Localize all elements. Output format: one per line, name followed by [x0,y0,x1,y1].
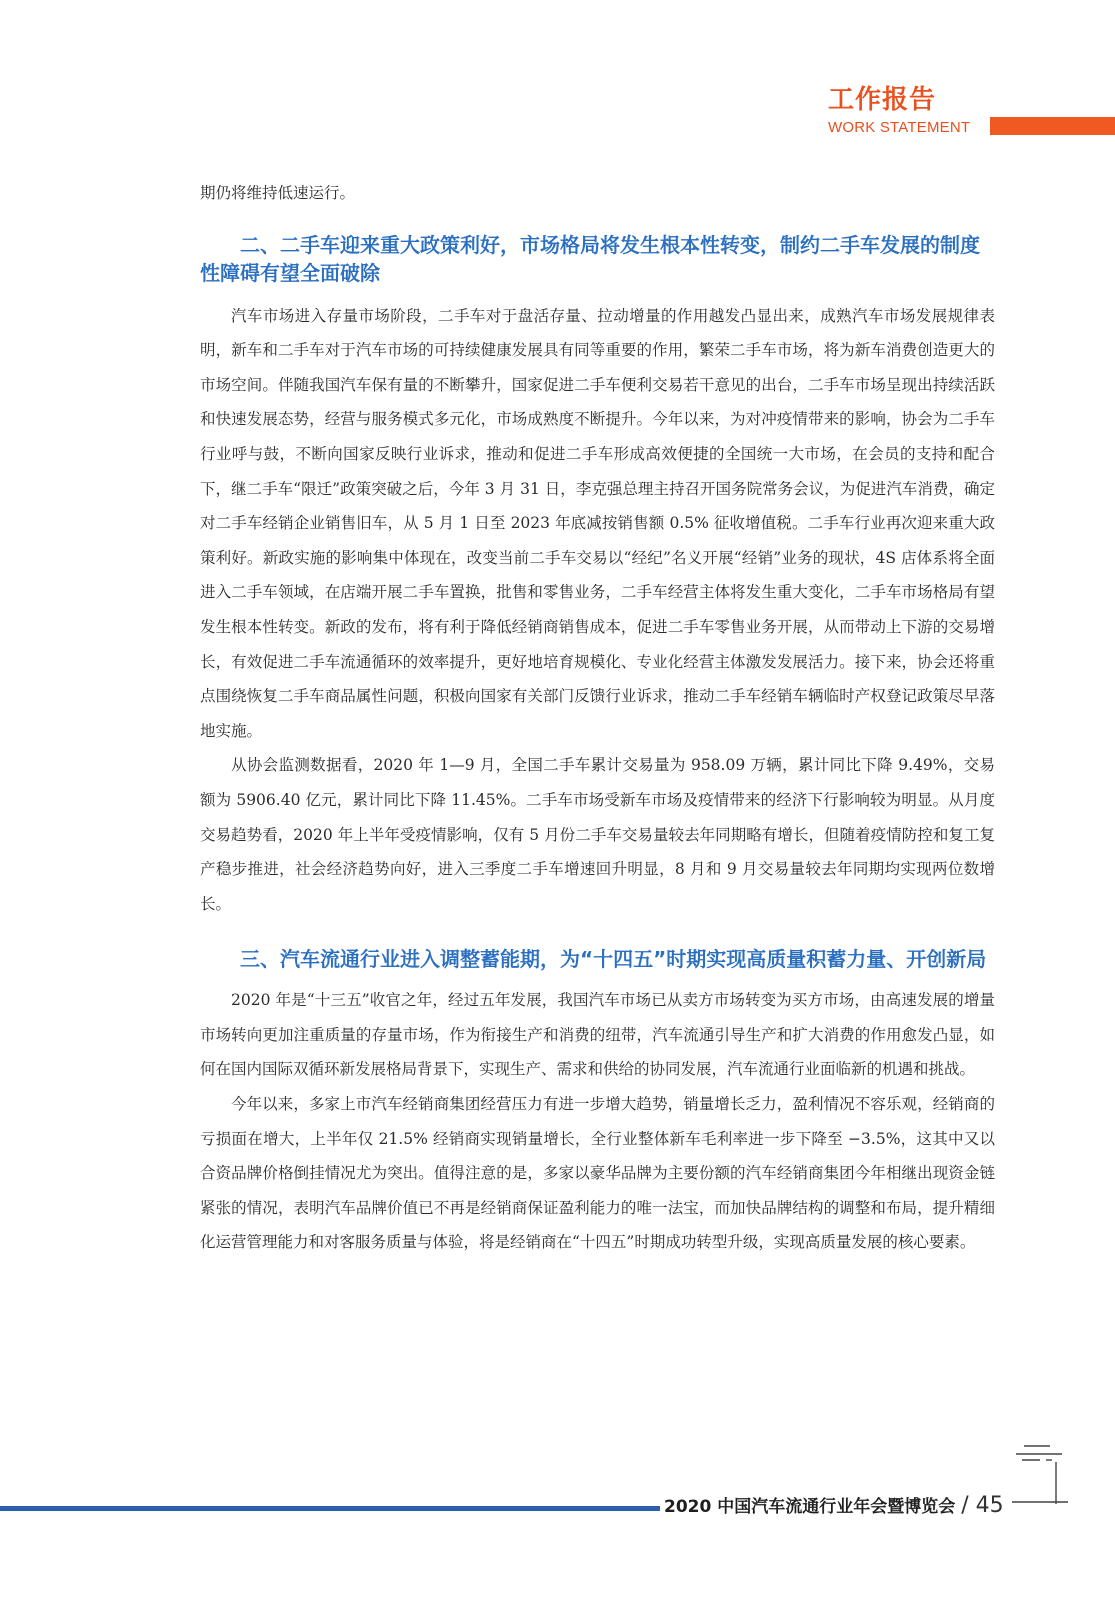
header-title: 工作报告 [828,85,937,115]
header-accent-bar [990,117,1115,135]
paragraph-continued: 期仍将维持低速运行。 [200,184,356,202]
paragraph: 今年以来，多家上市汽车经销商集团经营压力有进一步增大趋势，销量增长乏力，盈利情况不容乐观，经销商的亏损面在增大，上半年仅 21.5% 经销商实现销量增长，全行业整体新车毛利率进一步下降至 −3.5%，这其中又以合资品牌价格倒挂情况尤为突出。值得注意的是，多家以豪华品牌为主要份额的汽车经销商集团今年相继出现资金链紧张的情况，表明汽车品牌价值已不再是经销商保证盈利能力的唯一法宝，而加快品牌结构的调整和布局，提升精细化运营管理能力和对客服务质量与体验，将是经销商在“十四五”时期成功转型升级，实现高质量发展的核心要素。 [200,1095,995,1252]
section-heading-2: 二、二手车迎来重大政策利好，市场格局将发生根本性转变，制约二手车发展的制度性障碍有望全面破除 [200,232,980,285]
section-heading-3: 三、汽车流通行业进入调整蓄能期，为“十四五”时期实现高质量积蓄力量、开创新局 [240,947,987,972]
paragraph: 2020 年是“十三五”收官之年，经过五年发展，我国汽车市场已从卖方市场转变为买方市场，由高速发展的增量市场转向更加注重质量的存量市场，作为衔接生产和消费的纽带，汽车流通引导生产和扩大消费的作用愈发凸显，如何在国内国际双循环新发展格局背景下，实现生产、需求和供给的协同发展，汽车流通行业面临新的机遇和挑战。 [200,991,995,1079]
header-subtitle: WORK STATEMENT [828,119,971,136]
page-number: / 45 [961,1493,1004,1518]
footer-line [0,1506,660,1511]
footer [664,1492,1004,1521]
footer-event-title: 2020 中国汽车流通行业年会暨博览会 [664,1497,956,1517]
paragraph: 汽车市场进入存量市场阶段，二手车对于盘活存量、拉动增量的作用越发凸显出来，成熟汽车市场发展规律表明，新车和二手车对于汽车市场的可持续健康发展具有同等重要的作用，繁荣二手车市场，将为新车消费创造更大的市场空间。伴随我国汽车保有量的不断攀升，国家促进二手车便利交易若干意见的出台，二手车市场呈现出持续活跃和快速发展态势，经营与服务模式多元化，市场成熟度不断提升。今年以来，为对冲疫情带来的影响，协会为二手车行业呼与鼓，不断向国家反映行业诉求，推动和促进二手车形成高效便捷的全国统一大市场，在会员的支持和配合下，继二手车“限迁”政策突破之后，今年 3 月 31 日，李克强总理主持召开国务院常务会议，为促进汽车消费，确定对二手车经销企业销售旧车，从 5 月 1 日至 2023 年底减按销售额 0.5% 征收增值税。二手车行业再次迎来重大政策利好。新政实施的影响集中体现在，改变当前二手车交易以“经纪”名义开展“经销”业务的现状，4S 店体系将全面进入二手车领域，在店端开展二手车置换，批售和零售业务，二手车经营主体将发生重大变化，二手车市场格局有望发生根本性转变。新政的发布，将有利于降低经销商销售成本，促进二手车零售业务开展，从而带动上下游的交易增长，有效促进二手车流通循环的效率提升，更好地培育规模化、专业化经营主体激发发展活力。接下来，协会还将重点围绕恢复二手车商品属性问题，积极向国家有关部门反馈行业诉求，推动二手车经销车辆临时产权登记政策尽早落地实施。 [200,306,995,740]
article-body [200,176,995,1260]
paragraph: 从协会监测数据看，2020 年 1—9 月，全国二手车累计交易量为 958.09 万辆，累计同比下降 9.49%，交易额为 5906.40 亿元，累计同比下降 11.45%。二手车市场受新车市场及疫情带来的经济下行影响较为明显。从月度交易趋势看，2020 年上半年受疫情影响，仅有 5 月份二手车交易量较去年同期略有增长，但随着疫情防控和复工复产稳步推进，社会经济趋势向好，进入三季度二手车增速回升明显，8 月和 9 月交易量较去年同期均实现两位数增长。 [200,756,995,913]
pavilion-icon [1010,1440,1070,1510]
